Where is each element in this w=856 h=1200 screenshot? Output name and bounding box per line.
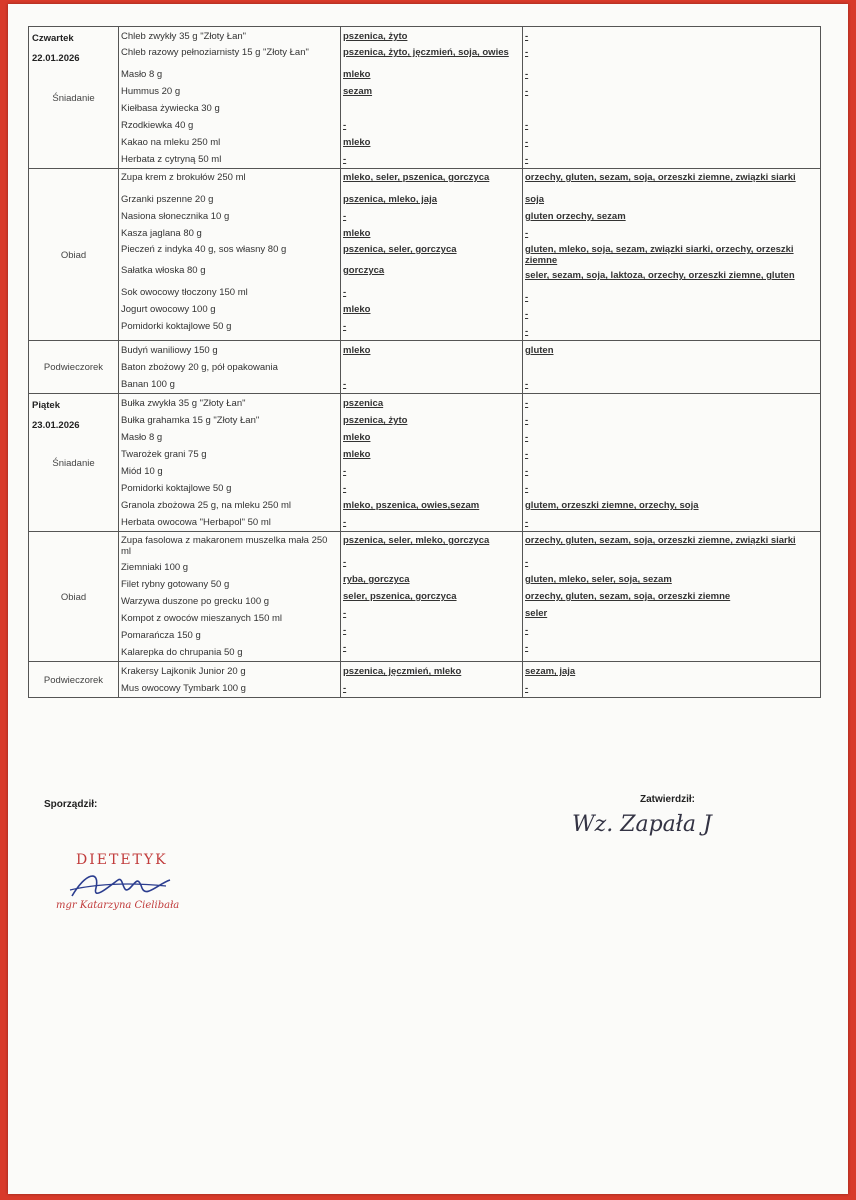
product-line [121,242,338,263]
product-line [121,463,338,480]
traces-text: - [525,292,529,303]
traces-line [525,463,818,480]
traces-text: - [525,466,529,477]
traces-line [525,151,818,168]
product-text: Jogurt owocowy 100 g [121,304,216,315]
traces-text: - [525,309,529,320]
traces-line [525,605,818,622]
product-text: Hummus 20 g [121,86,181,97]
allergens-text: - [343,517,347,528]
stamp-title: DIETETYK [76,852,168,868]
traces-cell [523,341,821,394]
product-text: Filet rybny gotowany 50 g [121,579,230,590]
traces-line [525,342,818,359]
traces-text: gluten orzechy, sezam [525,211,626,222]
allergens-line [343,571,520,588]
product-line [121,45,338,66]
product-text: Bułka zwykła 35 g "Złoty Łan" [121,398,246,409]
allergens-line [343,588,520,605]
allergens-cell [341,532,523,662]
product-line [121,208,338,225]
allergens-line [343,680,520,697]
allergens-text: - [343,321,347,332]
traces-text: - [525,557,529,568]
traces-text: orzechy, gluten, sezam, soja, orzeszki ziemne, związki siarki [525,535,796,546]
traces-line [525,588,818,605]
product-text: Twarożek grani 75 g [121,449,207,460]
traces-text: orzechy, gluten, sezam, soja, orzeszki ziemne [525,591,731,602]
allergens-line [343,429,520,446]
allergens-line [343,376,520,393]
product-text: Kakao na mleku 250 ml [121,137,221,148]
meal-cell [29,169,119,341]
product-line [121,191,338,208]
traces-text: - [525,517,529,528]
traces-text: - [525,326,529,337]
traces-text: - [525,625,529,636]
allergens-line [343,117,520,134]
meal-name: Śniadanie [52,92,95,104]
allergens-text: mleko [343,228,371,239]
product-cell [119,532,341,662]
allergens-text: - [343,287,347,298]
traces-text: gluten, mleko, seler, soja, sezam [525,574,672,585]
allergens-text: pszenica, żyto [343,31,408,42]
traces-text: - [525,398,529,409]
traces-line [525,268,818,289]
allergen-menu-table [28,26,821,698]
product-text: Kompot z owoców mieszanych 150 ml [121,613,283,624]
meal-name: Podwieczorek [43,362,104,373]
product-text: Chleb zwykły 35 g "Złoty Łan" [121,31,247,42]
traces-text: - [525,137,529,148]
product-text: Masło 8 g [121,69,163,80]
traces-text: glutem, orzeszki ziemne, orzechy, soja [525,500,699,511]
allergens-text: - [343,608,347,619]
day-name: Czwartek [32,33,74,44]
meal-name: Obiad [60,591,87,603]
allergens-text: pszenica, jęczmień, mleko [343,666,462,677]
allergens-line [343,497,520,514]
traces-text: - [525,379,529,390]
product-text: Zupa krem z brokułów 250 ml [121,172,246,183]
meal-cell [29,341,119,394]
traces-text: - [525,415,529,426]
allergens-text: pszenica, żyto, jęczmień, soja, owies [343,47,509,58]
product-line [121,429,338,446]
product-line [121,497,338,514]
traces-text: - [525,154,529,165]
allergens-text: mleko [343,432,371,443]
traces-line [525,66,818,83]
product-text: Warzywa duszone po grecku 100 g [121,596,270,607]
traces-line [525,170,818,191]
allergens-line [343,554,520,571]
traces-text: soja [525,194,545,205]
meal-row [29,341,821,394]
traces-line [525,446,818,463]
product-line [121,225,338,242]
traces-text: - [525,31,529,42]
product-text: Masło 8 g [121,432,163,443]
allergens-line [343,395,520,412]
product-line [121,134,338,151]
product-text: Pomidorki koktajlowe 50 g [121,321,232,332]
traces-text: - [525,69,529,80]
traces-text: seler [525,608,548,619]
product-text: Grzanki pszenne 20 g [121,194,214,205]
product-line [121,576,338,593]
allergens-text: mleko, seler, pszenica, gorczyca [343,172,490,183]
traces-line [525,622,818,639]
product-text: Kalarepka do chrupania 50 g [121,647,243,658]
meal-row [29,394,821,532]
product-line [121,376,338,393]
meal-cell [29,394,119,532]
traces-line [525,134,818,151]
product-text: Rzodkiewka 40 g [121,120,194,131]
product-line [121,342,338,359]
traces-text: orzechy, gluten, sezam, soja, orzeszki ziemne, związki siarki [525,172,796,183]
product-text: Kiełbasa żywiecka 30 g [121,103,220,114]
product-line [121,514,338,531]
traces-cell [523,169,821,341]
traces-text: gluten, mleko, soja, sezam, związki siarki, orzechy, orzeszki ziemne [525,244,794,266]
traces-text: seler, sezam, soja, laktoza, orzechy, orzeszki ziemne, gluten [525,270,795,281]
meal-row [29,169,821,341]
meal-cell [29,662,119,698]
traces-text: - [525,683,529,694]
traces-text: - [525,642,529,653]
product-cell [119,169,341,341]
traces-line [525,45,818,66]
product-text: Ziemniaki 100 g [121,562,189,573]
traces-line [525,208,818,225]
allergens-line [343,66,520,83]
allergens-line [343,45,520,66]
meal-cell [29,27,119,169]
allergens-line [343,170,520,191]
product-text: Granola zbożowa 25 g, na mleku 250 ml [121,500,292,511]
allergens-line [343,446,520,463]
product-text: Pomarańcza 150 g [121,630,201,641]
product-text: Nasiona słonecznika 10 g [121,211,230,222]
allergens-text: ryba, gorczyca [343,574,410,585]
traces-line [525,554,818,571]
approved-by-label: Zatwierdził: [640,794,696,805]
allergens-cell [341,169,523,341]
product-line [121,284,338,301]
product-cell [119,394,341,532]
product-line [121,117,338,134]
allergens-text: mleko [343,345,371,356]
product-line [121,446,338,463]
product-cell [119,662,341,698]
allergens-line [343,100,520,117]
allergens-line [343,225,520,242]
traces-text: - [525,120,529,131]
allergens-line [343,480,520,497]
traces-line [525,323,818,340]
product-line [121,644,338,661]
allergens-text: - [343,557,347,568]
product-text: Kasza jaglana 80 g [121,228,202,239]
product-line [121,301,338,318]
allergens-line [343,342,520,359]
product-text: Budyń waniliowy 150 g [121,345,218,356]
allergens-line [343,639,520,656]
allergens-text: pszenica, mleko, jaja [343,194,437,205]
traces-text: - [525,483,529,494]
meal-name: Podwieczorek [43,674,104,686]
allergens-line [343,622,520,639]
product-line [121,593,338,610]
product-cell [119,27,341,169]
allergens-text: - [343,642,347,653]
allergens-text: pszenica [343,398,384,409]
traces-cell [523,532,821,662]
product-text: Krakersy Lajkonik Junior 20 g [121,666,246,677]
product-line [121,610,338,627]
allergens-text: - [343,625,347,636]
product-line [121,100,338,117]
product-text: Chleb razowy pełnoziarnisty 15 g "Złoty Łan" [121,47,309,58]
product-line [121,680,338,697]
allergens-line [343,412,520,429]
traces-line [525,639,818,656]
traces-line [525,497,818,514]
allergens-text: - [343,483,347,494]
allergens-cell [341,341,523,394]
allergens-line [343,605,520,622]
product-line [121,395,338,412]
allergens-text: - [343,379,347,390]
meal-row [29,27,821,169]
allergens-text: mleko [343,304,371,315]
allergens-line [343,83,520,100]
allergens-text: pszenica, seler, gorczyca [343,244,457,255]
allergens-text: - [343,154,347,165]
meal-cell [29,532,119,662]
approval-signature: Wz. Zapała J [572,812,712,837]
day-date: 22.01.2026 [32,53,80,64]
product-line [121,359,338,376]
allergens-line [343,151,520,168]
traces-line [525,117,818,134]
product-text: Herbata owocowa "Herbapol" 50 ml [121,517,271,528]
meal-row [29,532,821,662]
traces-text: - [525,228,529,239]
stamp-name: mgr Katarzyna Cielibała [56,900,180,911]
traces-text: - [525,432,529,443]
product-line [121,151,338,168]
allergens-cell [341,662,523,698]
allergens-text: pszenica, seler, mleko, gorczyca [343,535,490,546]
product-text: Baton zbożowy 20 g, pół opakowania [121,362,278,373]
allergens-line [343,301,520,318]
day-name: Piątek [32,400,60,411]
allergens-line [343,28,520,45]
day-label [32,396,80,436]
traces-line [525,306,818,323]
traces-line [525,100,818,117]
traces-line [525,289,818,306]
product-line [121,170,338,191]
product-line [121,627,338,644]
allergens-line [343,191,520,208]
traces-line [525,83,818,100]
product-text: Bułka grahamka 15 g "Złoty Łan" [121,415,260,426]
product-text: Sok owocowy tłoczony 150 ml [121,287,248,298]
traces-text: - [525,47,529,58]
allergens-text: seler, pszenica, gorczyca [343,591,457,602]
product-text: Pieczeń z indyka 40 g, sos własny 80 g [121,244,287,255]
dietitian-stamp [56,852,226,922]
allergens-line [343,663,520,680]
traces-line [525,480,818,497]
product-text: Sałatka włoska 80 g [121,265,206,276]
day-date: 23.01.2026 [32,420,80,431]
traces-line [525,514,818,531]
allergens-line [343,514,520,531]
allergens-text: mleko [343,137,371,148]
traces-cell [523,394,821,532]
traces-line [525,680,818,697]
product-cell [119,341,341,394]
traces-text: - [525,86,529,97]
product-text: Mus owocowy Tymbark 100 g [121,683,246,694]
product-line [121,533,338,559]
traces-cell [523,27,821,169]
product-text: Herbata z cytryną 50 ml [121,154,222,165]
allergens-line [343,134,520,151]
allergens-line [343,463,520,480]
allergens-text: mleko [343,69,371,80]
traces-line [525,28,818,45]
allergens-line [343,533,520,554]
meal-row [29,662,821,698]
allergens-line [343,359,520,376]
product-text: Banan 100 g [121,379,175,390]
traces-line [525,663,818,680]
allergens-text: pszenica, żyto [343,415,408,426]
allergens-line [343,284,520,301]
allergens-text: - [343,211,347,222]
traces-line [525,225,818,242]
traces-line [525,376,818,393]
product-text: Pomidorki koktajlowe 50 g [121,483,232,494]
traces-text: gluten [525,345,554,356]
prepared-by-label: Sporządził: [44,799,98,810]
document-page [8,4,848,1194]
allergens-text: - [343,466,347,477]
traces-line [525,395,818,412]
traces-line [525,429,818,446]
product-line [121,480,338,497]
traces-line [525,359,818,376]
product-text: Miód 10 g [121,466,163,477]
meal-name: Obiad [60,249,87,261]
traces-cell [523,662,821,698]
product-line [121,559,338,576]
allergens-text: - [343,120,347,131]
product-line [121,412,338,429]
traces-line [525,412,818,429]
allergens-line [343,318,520,335]
traces-line [525,191,818,208]
product-line [121,66,338,83]
traces-text: sezam, jaja [525,666,576,677]
product-line [121,663,338,680]
allergens-line [343,263,520,284]
allergens-text: - [343,683,347,694]
product-line [121,83,338,100]
allergens-text: gorczyca [343,265,385,276]
traces-line [525,242,818,268]
allergens-text: mleko [343,449,371,460]
day-label [32,29,80,69]
traces-line [525,533,818,554]
allergens-cell [341,27,523,169]
product-line [121,318,338,335]
allergens-line [343,208,520,225]
allergens-text: sezam [343,86,373,97]
allergens-text: mleko, pszenica, owies,sezam [343,500,480,511]
meal-name: Śniadanie [52,457,95,469]
traces-text: - [525,449,529,460]
traces-line [525,571,818,588]
allergens-line [343,242,520,263]
product-line [121,263,338,284]
allergens-cell [341,394,523,532]
product-line [121,28,338,45]
product-text: Zupa fasolowa z makaronem muszelka mała 250 ml [121,535,328,557]
